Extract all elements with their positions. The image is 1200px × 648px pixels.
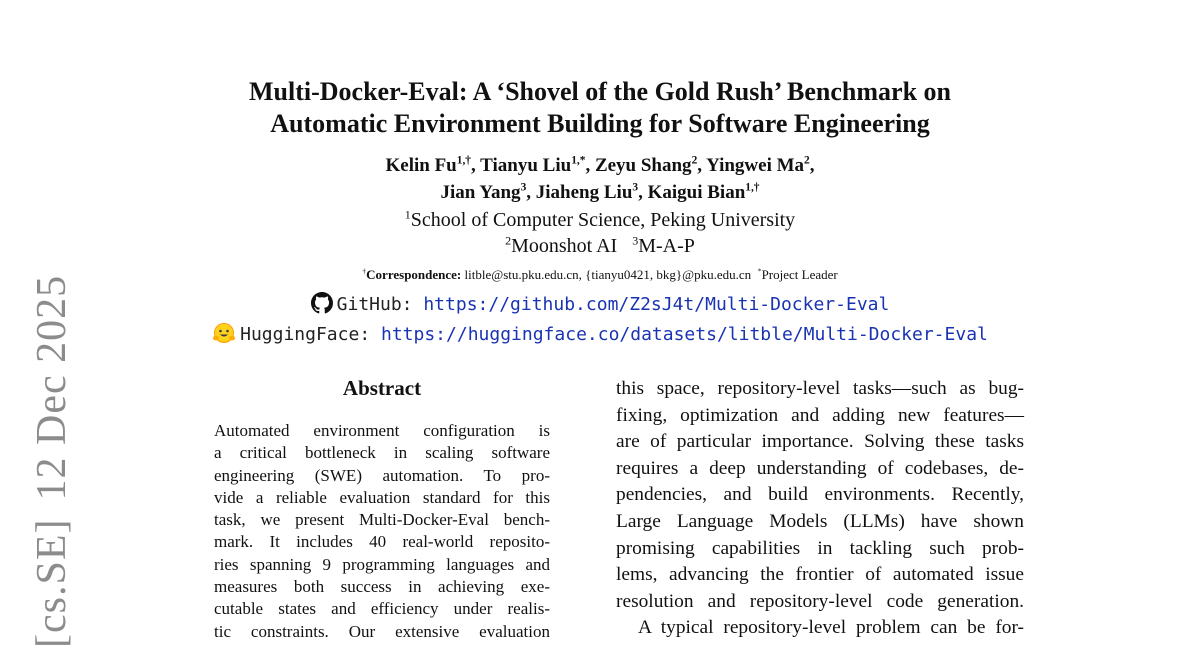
affiliation-1 <box>100 207 1100 233</box>
abstract-line: ries spanning 9 programming languages and <box>214 554 550 574</box>
huggingface-url-link[interactable]: https://huggingface.co/datasets/litble/Multi-Docker-Eval <box>381 324 988 345</box>
star-mark: * <box>757 266 762 276</box>
huggingface-link-row <box>100 322 1100 349</box>
correspondence-label: Correspondence: <box>366 267 462 282</box>
author-affil-sup: 3 <box>520 181 527 194</box>
paper-title <box>100 76 1100 140</box>
author-line-1: Kelin $Fu^{1,\dagger}$, Tianyu Liu$^{1,*}$, Zeyu Shang$^2$, Yingwei Ma$^2$, <box>385 154 815 176</box>
github-url-link[interactable]: https://github.com/Z2sJ4t/Multi-Docker-Eval <box>423 294 890 315</box>
author-affil-sup: 2 <box>804 154 810 167</box>
abstract-line: Automated environment configuration is <box>214 421 550 440</box>
abstract-line: task, we present Multi-Docker-Eval bench- <box>214 510 550 530</box>
author-affil-sup: 2 <box>691 154 698 167</box>
abstract-line: cutable states and efficiency under realis- <box>214 599 550 619</box>
affiliation-2-3 <box>100 233 1100 259</box>
affiliation-text: M-A-P <box>638 235 695 257</box>
body-line: requires a deep understanding of codebases, de- <box>616 457 1024 479</box>
abstract-heading: Abstract <box>342 376 422 400</box>
abstract-line: tic constraints. Our extensive evaluation <box>214 621 550 641</box>
abstract-line: vide a reliable evaluation standard for this <box>214 487 550 507</box>
arxiv-side-stamp <box>28 257 76 648</box>
author-affil-sup: 3 <box>632 181 639 194</box>
correspondence-line <box>100 267 1100 283</box>
title-line-2: Automatic Environment Building for Software Engineering <box>270 109 930 138</box>
abstract-line: a critical bottleneck in scaling software <box>214 443 550 463</box>
github-link-row <box>100 292 1100 319</box>
github-label: GitHub: <box>336 294 413 315</box>
arxiv-category: [cs.SE] <box>29 518 75 648</box>
affiliation-text: Moonshot AI <box>511 235 618 257</box>
body-line: pendencies, and build environments. Recently, <box>616 484 1024 506</box>
author-affil-sup: 1,† <box>745 181 760 194</box>
affiliation-sup: 1 <box>404 207 411 222</box>
abstract-line: measures both success in achieving exe- <box>214 577 550 597</box>
body-line: A typical repository-level problem can be for- <box>638 617 1024 639</box>
author-name: Jian Yang <box>440 182 521 203</box>
body-line: lems, advancing the frontier of automated issue <box>616 564 1024 586</box>
affiliation-text: School of Computer Science, Peking University <box>410 209 796 231</box>
dagger-mark: † <box>362 266 367 276</box>
hugging-face-icon <box>212 322 236 349</box>
affiliation-sup: 2 <box>505 233 512 248</box>
abstract-line: mark. It includes 40 real-world reposito- <box>214 532 550 552</box>
body-line: Large Language Models (LLMs) have shown <box>616 510 1024 532</box>
huggingface-label: HuggingFace: <box>240 324 371 345</box>
correspondence-emails[interactable]: litble@stu.pku.edu.cn, {tianyu0421, bkg}@pku.edu.cn <box>464 267 752 282</box>
github-icon <box>311 292 333 319</box>
abstract-line: engineering (SWE) automation. To pro- <box>214 465 550 485</box>
author-name: Jiaheng Liu <box>535 182 633 203</box>
author-name: Kaigui Bian <box>647 182 746 203</box>
author-affil-sup: 1,* <box>571 154 586 167</box>
author-name: Kelin Fu <box>385 155 457 176</box>
author-name: Yingwei Ma <box>706 155 805 176</box>
project-leader-note: Project Leader <box>761 267 838 282</box>
body-line: resolution and repository-level code generation. <box>616 590 1024 612</box>
body-line: fixing, optimization and adding new features— <box>616 404 1024 426</box>
body-line: are of particular importance. Solving these tasks <box>616 431 1024 453</box>
body-line: promising capabilities in tackling such prob- <box>616 537 1024 559</box>
arxiv-date: 12 Dec 2025 <box>29 274 75 501</box>
author-line-2: Jian Yang$^3$, Jiaheng Liu$^3$, Kaigui Bian$^{1,\dagger}$ <box>440 181 760 203</box>
author-list <box>100 152 1100 206</box>
author-name: Tianyu Liu <box>480 155 572 176</box>
body-line: this space, repository-level tasks—such as bug- <box>616 378 1024 399</box>
intro-body-text <box>616 376 1024 642</box>
affiliation-sup: 3 <box>632 233 639 248</box>
title-line-1: Multi-Docker-Eval: A ‘Shovel of the Gold Rush’ Benchmark on <box>248 77 951 106</box>
abstract-body <box>214 420 550 643</box>
affiliations <box>100 207 1100 259</box>
author-affil-sup: 1,† <box>456 154 471 167</box>
author-name: Zeyu Shang <box>594 155 692 176</box>
